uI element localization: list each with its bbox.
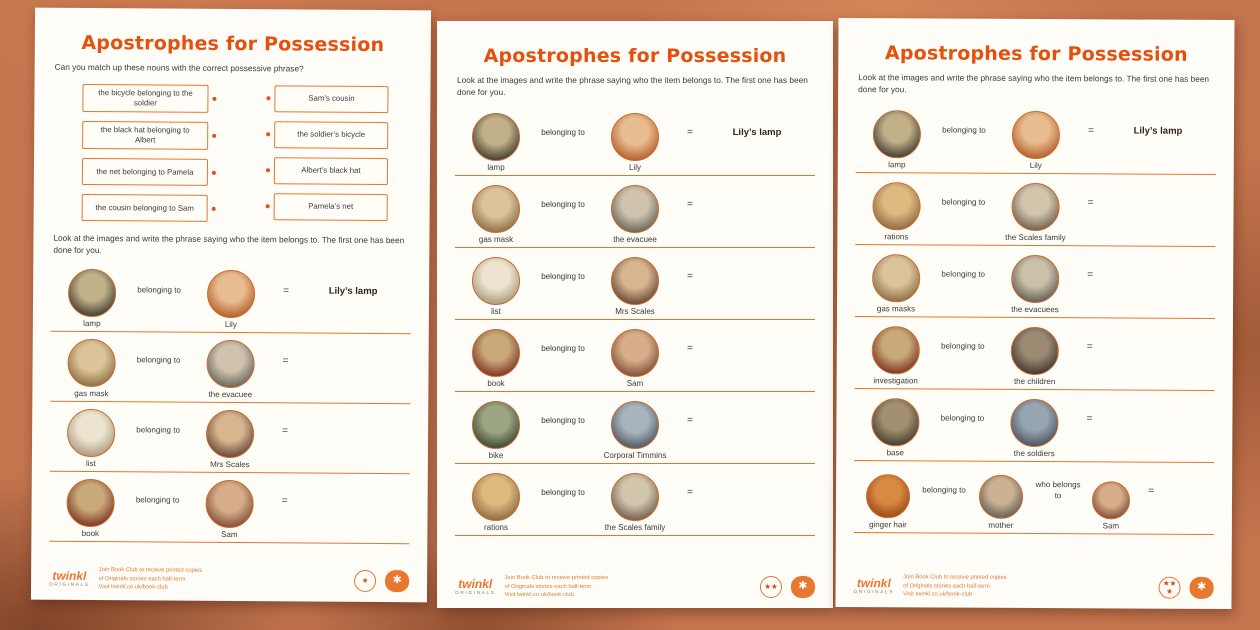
owner-cell bbox=[186, 333, 274, 403]
owner-cell bbox=[991, 318, 1079, 389]
star-icon: ★ bbox=[771, 582, 778, 592]
answer-text: Lily’s lamp bbox=[732, 127, 782, 139]
item-label: lamp bbox=[83, 319, 101, 329]
matchup-box: the soldier’s bicycle bbox=[274, 121, 388, 149]
worksheet-rows bbox=[854, 101, 1216, 535]
answer-text bbox=[297, 361, 409, 362]
item-image bbox=[872, 254, 920, 302]
connector-text: belonging to bbox=[941, 341, 985, 351]
owner-image bbox=[1010, 399, 1058, 447]
brand-sub: ORIGINALS bbox=[853, 589, 895, 595]
worksheet-row bbox=[50, 402, 410, 475]
answer-text bbox=[1102, 203, 1214, 204]
owner-label: Sam bbox=[221, 530, 238, 540]
book-club-line-3: Visit twinkl.co.uk/book-club bbox=[903, 591, 973, 598]
owner-label: the evacuees bbox=[1011, 305, 1059, 315]
matchup-box: Sam’s cousin bbox=[274, 85, 388, 113]
owner2-cell bbox=[1082, 462, 1140, 533]
book-club-line-1: Join Book Club to receive printed copies bbox=[903, 574, 1007, 581]
matchup-instruction: Can you match up these nouns with the correct possessive phrase? bbox=[54, 61, 304, 74]
matchup-box: the bicycle belonging to the soldier bbox=[82, 84, 208, 113]
item-label: lamp bbox=[487, 163, 505, 173]
item-cell bbox=[457, 104, 535, 175]
owner-image bbox=[206, 410, 254, 458]
page-title: Apostrophes for Possession bbox=[483, 45, 787, 67]
connector-text: belonging to bbox=[135, 494, 180, 505]
connector-text: belonging to bbox=[136, 354, 181, 365]
equals-sign: = bbox=[282, 355, 289, 367]
star-icon: ★ bbox=[1169, 579, 1177, 589]
item-label: gas mask bbox=[74, 389, 109, 399]
equals-sign: = bbox=[1087, 197, 1094, 209]
owner-image bbox=[611, 257, 659, 305]
connector-text: belonging to bbox=[541, 271, 585, 281]
images-instruction: Look at the images and write the phrase saying who the item belongs to. The first one has been done for you. bbox=[53, 232, 405, 255]
item-image bbox=[472, 401, 520, 449]
owner-image bbox=[207, 270, 255, 318]
book-club-line-3: Visit twinkl.co.uk/book-club bbox=[504, 592, 574, 599]
matchup-box: the black hat belonging to Albert bbox=[82, 121, 208, 150]
item-label: list bbox=[85, 459, 96, 469]
connector-text: belonging to bbox=[541, 487, 585, 497]
book-club-text bbox=[903, 573, 1007, 600]
owner-cell bbox=[591, 320, 679, 391]
item-cell bbox=[858, 101, 936, 172]
item-cell bbox=[52, 332, 130, 402]
worksheet-row bbox=[855, 173, 1215, 247]
book-club-line-2: of Originals stories each half-term. bbox=[903, 582, 992, 590]
owner-cell bbox=[591, 464, 679, 535]
owner-label: the children bbox=[1013, 377, 1056, 387]
matchup-box: Pamela’s net bbox=[274, 193, 388, 221]
owner-cell bbox=[991, 174, 1079, 245]
worksheet-row bbox=[854, 461, 1214, 535]
owner-label: Lily bbox=[224, 320, 237, 330]
item-image bbox=[873, 110, 921, 158]
brand-sub: ORIGINALS bbox=[455, 590, 496, 596]
worksheet-row bbox=[455, 464, 815, 536]
item-image bbox=[871, 398, 919, 446]
owner-label: the Scales family bbox=[1005, 233, 1066, 243]
answer-text bbox=[1100, 419, 1212, 420]
item-cell bbox=[856, 461, 920, 532]
item-cell bbox=[52, 402, 130, 472]
connector-text: belonging to bbox=[922, 484, 966, 495]
owner-image bbox=[611, 185, 659, 233]
worksheet-row bbox=[49, 472, 409, 545]
item-image bbox=[66, 479, 114, 527]
connector-text: belonging to bbox=[137, 284, 181, 295]
owner2-image bbox=[1092, 482, 1130, 520]
item-cell bbox=[857, 245, 935, 316]
owner-label: the Scales family bbox=[604, 523, 666, 533]
brand-name: twinkl bbox=[856, 575, 891, 590]
worksheet-row bbox=[51, 262, 411, 335]
owner-cell bbox=[185, 473, 273, 543]
item-cell bbox=[857, 173, 935, 244]
difficulty-stars-badge bbox=[760, 576, 782, 598]
worksheet-row bbox=[856, 101, 1216, 175]
equals-sign: = bbox=[1088, 125, 1094, 137]
answer-text bbox=[296, 431, 408, 432]
answer-text bbox=[296, 501, 408, 502]
images-instruction: Look at the images and write the phrase saying who the item belongs to. The first one has been done for you. bbox=[858, 72, 1210, 94]
page-footer bbox=[854, 573, 1214, 601]
item-image bbox=[872, 326, 920, 374]
equals-sign: = bbox=[283, 285, 290, 297]
item-image bbox=[872, 182, 920, 230]
item-label: list bbox=[491, 307, 501, 317]
item-label: rations bbox=[483, 523, 508, 533]
answer-text: Lily’s lamp bbox=[328, 286, 378, 298]
images-instruction: Look at the images and write the phrase saying who the item belongs to. The first one has been done for you. bbox=[457, 75, 808, 97]
matchup-box: Albert’s black hat bbox=[274, 157, 388, 185]
owner-label: Mrs Scales bbox=[615, 307, 655, 317]
item-label: gas mask bbox=[478, 235, 514, 245]
book-club-text bbox=[99, 566, 203, 593]
item-image bbox=[472, 473, 520, 521]
answer-text bbox=[1101, 275, 1213, 276]
equals-sign: = bbox=[1087, 269, 1094, 281]
item-image bbox=[472, 185, 520, 233]
worksheet-row bbox=[455, 104, 815, 176]
twinkl-logo-icon: ✱ bbox=[1190, 577, 1214, 599]
star-icon: ★ bbox=[361, 576, 369, 586]
worksheet-page-2 bbox=[437, 21, 833, 608]
page-footer bbox=[455, 574, 815, 600]
equals-sign: = bbox=[1148, 485, 1155, 497]
item-cell bbox=[51, 472, 129, 542]
star-icon: ★ bbox=[1162, 579, 1170, 589]
item-label: bike bbox=[488, 451, 504, 461]
connector2-text: who belongs to bbox=[1035, 480, 1081, 500]
item-image bbox=[866, 474, 910, 518]
equals-sign: = bbox=[687, 127, 693, 139]
item-image bbox=[67, 409, 115, 457]
connector-text: belonging to bbox=[541, 199, 585, 209]
connector-text: belonging to bbox=[941, 269, 986, 279]
owner-image bbox=[206, 340, 254, 388]
connector-text: belonging to bbox=[940, 413, 985, 423]
item-label: book bbox=[487, 379, 505, 389]
star-icon: ★ bbox=[764, 582, 771, 592]
connector-text: belonging to bbox=[136, 424, 180, 435]
item-label: book bbox=[81, 529, 100, 539]
connector-text: belonging to bbox=[541, 343, 585, 353]
book-club-line-1: Join Book Club to receive printed copies bbox=[504, 574, 608, 581]
brand-sub: ORIGINALS bbox=[49, 582, 90, 588]
owner-image bbox=[611, 401, 659, 449]
equals-sign: = bbox=[282, 425, 289, 437]
equals-sign: = bbox=[281, 495, 288, 507]
owner-label: the evacuee bbox=[613, 235, 657, 245]
owner-cell bbox=[187, 263, 275, 333]
worksheet-page-3 bbox=[835, 18, 1234, 609]
owner-image bbox=[611, 473, 659, 521]
matchup-left-column bbox=[82, 84, 209, 222]
owner-image bbox=[205, 480, 253, 528]
book-club-line-2: of Originals stories each half-term. bbox=[98, 575, 187, 583]
owner-cell bbox=[591, 392, 679, 463]
item-label: lamp bbox=[888, 160, 906, 170]
difficulty-stars-badge bbox=[354, 570, 376, 592]
book-club-line-1: Join Book Club to receive printed copies bbox=[98, 567, 203, 574]
item-label: gas masks bbox=[876, 304, 916, 314]
owner-cell bbox=[186, 403, 274, 473]
book-club-line-3: Visit twinkl.co.uk/book-club bbox=[98, 584, 168, 591]
brand-name: twinkl bbox=[458, 576, 493, 591]
owner-label: mother bbox=[988, 520, 1014, 531]
equals-sign: = bbox=[1086, 341, 1093, 353]
book-club-line-2: of Originals stories each half-term. bbox=[504, 583, 593, 590]
equals-sign: = bbox=[687, 415, 693, 427]
matchup-box: the net belonging to Pamela bbox=[82, 158, 208, 186]
equals-sign: = bbox=[687, 487, 693, 499]
answer-text: Lily’s lamp bbox=[1133, 125, 1183, 137]
page-title: Apostrophes for Possession bbox=[81, 31, 385, 57]
owner-image bbox=[611, 113, 659, 161]
owner-cell bbox=[991, 246, 1079, 317]
difficulty-stars-badge bbox=[1159, 577, 1181, 599]
book-club-text bbox=[505, 574, 608, 600]
item-cell bbox=[857, 317, 935, 388]
owner-image bbox=[979, 475, 1023, 519]
owner-label: Corporal Timmins bbox=[603, 451, 667, 461]
owner-image bbox=[611, 329, 659, 377]
worksheet-page-1 bbox=[31, 8, 431, 603]
worksheet-rows bbox=[455, 104, 815, 536]
item-label: base bbox=[886, 448, 904, 458]
connector-text: belonging to bbox=[541, 127, 585, 137]
worksheet-row bbox=[455, 248, 815, 320]
matchup-section bbox=[52, 79, 413, 231]
item-image bbox=[472, 113, 520, 161]
twinkl-originals-logo bbox=[854, 577, 895, 596]
matchup-box: the cousin belonging to Sam bbox=[82, 194, 208, 222]
owner-cell bbox=[968, 462, 1034, 533]
connector-text: belonging to bbox=[541, 415, 585, 425]
worksheet-row bbox=[855, 317, 1215, 391]
worksheet-row bbox=[854, 389, 1214, 463]
owner-cell bbox=[591, 176, 679, 247]
item-image bbox=[68, 269, 116, 317]
matchup-right-column bbox=[274, 85, 389, 223]
twinkl-originals-logo bbox=[49, 569, 90, 588]
item-cell bbox=[457, 176, 535, 247]
twinkl-logo-icon: ✱ bbox=[791, 576, 815, 598]
page-footer bbox=[49, 566, 409, 595]
owner-image bbox=[1011, 183, 1059, 231]
owner-label: the evacuee bbox=[208, 390, 253, 400]
owner-cell bbox=[990, 390, 1078, 461]
equals-sign: = bbox=[687, 199, 693, 211]
worksheet-row bbox=[455, 176, 815, 248]
item-image bbox=[67, 339, 115, 387]
twinkl-logo-icon: ✱ bbox=[385, 570, 409, 592]
owner-label: Sam bbox=[626, 379, 644, 389]
page-title: Apostrophes for Possession bbox=[884, 42, 1188, 66]
owner-label: the soldiers bbox=[1013, 449, 1055, 459]
owner-cell bbox=[992, 102, 1080, 173]
owner-cell bbox=[591, 104, 679, 175]
item-label: rations bbox=[884, 232, 909, 242]
connector-text: belonging to bbox=[942, 125, 986, 135]
item-cell bbox=[457, 392, 535, 463]
owner2-label: Sam bbox=[1102, 521, 1120, 531]
owner-cell bbox=[591, 248, 679, 319]
owner-label: Mrs Scales bbox=[210, 460, 250, 470]
owner-image bbox=[1011, 327, 1059, 375]
worksheet-row bbox=[855, 245, 1215, 319]
item-cell bbox=[53, 262, 131, 332]
equals-sign: = bbox=[1086, 413, 1093, 425]
item-cell bbox=[457, 248, 535, 319]
owner-image bbox=[1011, 255, 1059, 303]
item-cell bbox=[457, 320, 535, 391]
owner-label: Lily bbox=[628, 163, 641, 173]
equals-sign: = bbox=[687, 343, 693, 355]
worksheet-rows bbox=[49, 262, 411, 545]
item-cell bbox=[856, 389, 934, 460]
equals-sign: = bbox=[687, 271, 693, 283]
item-label: ginger hair bbox=[868, 520, 907, 530]
item-image bbox=[472, 257, 520, 305]
connector-text: belonging to bbox=[941, 197, 986, 207]
worksheet-row bbox=[50, 332, 410, 405]
worksheet-row bbox=[455, 320, 815, 392]
item-image bbox=[472, 329, 520, 377]
item-cell bbox=[457, 464, 535, 535]
brand-name: twinkl bbox=[52, 568, 87, 583]
star-icon: ★ bbox=[1166, 586, 1173, 596]
worksheet-row bbox=[455, 392, 815, 464]
owner-label: Lily bbox=[1029, 161, 1042, 171]
twinkl-originals-logo bbox=[455, 578, 496, 597]
answer-text bbox=[1101, 347, 1213, 348]
item-label: investigation bbox=[873, 376, 918, 386]
owner-image bbox=[1012, 111, 1060, 159]
